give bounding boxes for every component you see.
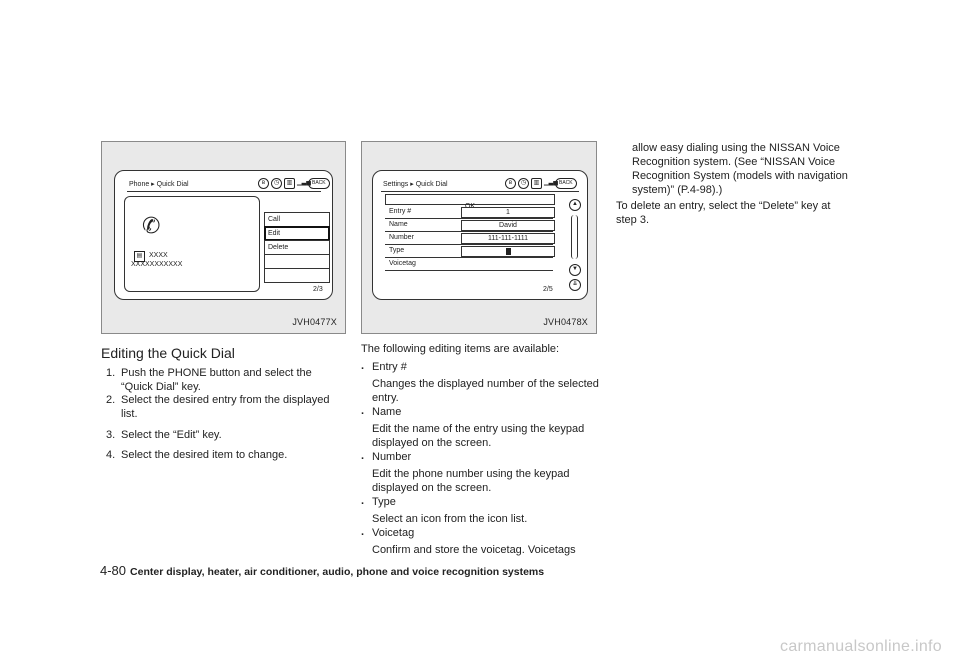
ok-button[interactable]: OK	[385, 194, 555, 205]
display-screen	[114, 170, 333, 300]
scrollbar-track[interactable]	[571, 215, 578, 259]
step-4: 4. Select the desired item to change.	[106, 449, 288, 461]
page-number: 4-80	[100, 563, 127, 578]
scroll-up-icon[interactable]: ▲	[569, 199, 581, 211]
display-screen: Settings ▸ Quick Dial ʙ ◷ ▥ ▁▃▅ BACK OK Entry # 1 Name David Number 111-111-1111 Type Voicetag ▲ ▼ ⇊ 2/5	[372, 170, 588, 300]
field-value-type	[461, 246, 555, 257]
section-title: Editing the Quick Dial	[101, 345, 235, 361]
menu-item-empty-2	[264, 268, 330, 283]
field-value-number: 111-111-1111	[461, 233, 555, 244]
header-divider	[127, 191, 321, 192]
page-indicator: 2/3	[313, 286, 323, 293]
battery-icon: ▥	[531, 178, 542, 189]
figure-caption: JVH0477X	[292, 317, 337, 327]
scroll-end-icon[interactable]: ⇊	[569, 279, 581, 291]
row-divider-3	[385, 244, 553, 245]
watermark: carmanualsonline.info	[780, 638, 942, 655]
figure-caption: JVH0478X	[543, 317, 588, 327]
phone-handset-icon: ✆	[142, 213, 161, 238]
step-1: 1. Push the PHONE button and select the “Quick Dial” key.	[106, 367, 312, 393]
item-type: . Type Select an icon from the icon list.	[361, 495, 528, 525]
signal-icon: ▁▃▅	[544, 180, 558, 186]
menu-item-empty-1	[264, 254, 330, 269]
entry-number: XXXXXXXXXXX	[131, 261, 183, 268]
page-footer	[100, 563, 544, 578]
menu-item-edit[interactable]: Edit	[264, 226, 330, 241]
row-divider-1	[385, 218, 553, 219]
item-entry: . Entry # Changes the displayed number of the selected entry.	[361, 360, 599, 404]
type-icon	[506, 248, 511, 255]
header-divider	[381, 191, 579, 192]
menu-item-call[interactable]: Call	[264, 212, 330, 227]
back-button[interactable]: BACK	[555, 178, 577, 189]
step-2: 2. Select the desired entry from the displayed list.	[106, 394, 330, 420]
breadcrumb: Phone ▸ Quick Dial	[129, 181, 189, 188]
status-icons	[505, 178, 577, 189]
bluetooth-icon: ʙ	[258, 178, 269, 189]
figure-settings-quick-dial	[361, 141, 597, 334]
menu-list	[264, 196, 330, 290]
battery-icon: ▥	[284, 178, 295, 189]
signal-icon: ▁▃▅	[297, 180, 311, 186]
menu-item-delete[interactable]: Delete	[264, 240, 330, 255]
page-indicator: 2/5	[543, 286, 553, 293]
voicetag-continuation: allow easy dialing using the NISSAN Voice Recognition system. (See “NISSAN Voice Recognition System (models with navigation system)” (P.4-98).)	[632, 142, 848, 196]
entry-preview-panel	[124, 196, 260, 292]
field-value-name: David	[461, 220, 555, 231]
row-divider-4	[385, 257, 553, 258]
step-3: 3. Select the “Edit” key.	[106, 429, 222, 441]
item-voicetag: . Voicetag Confirm and store the voicetag. Voicetags	[361, 526, 576, 556]
row-divider-5	[385, 270, 553, 271]
status-icons	[258, 178, 330, 189]
entry-name: XXXX	[149, 252, 168, 259]
contact-icon: ▤	[134, 251, 145, 262]
back-button[interactable]: BACK	[308, 178, 330, 189]
row-divider-2	[385, 231, 553, 232]
scroll-down-icon[interactable]: ▼	[569, 264, 581, 276]
item-number: . Number Edit the phone number using the keypad displayed on the screen.	[361, 450, 570, 494]
field-value-entry: 1	[461, 207, 555, 218]
figure-phone-quick-dial	[101, 141, 346, 334]
breadcrumb: Settings ▸ Quick Dial	[383, 181, 448, 188]
footer-chapter-title: Center display, heater, air conditioner, audio, phone and voice recognition systems	[130, 566, 545, 578]
clock-icon: ◷	[271, 178, 282, 189]
item-name: . Name Edit the name of the entry using the keypad displayed on the screen.	[361, 405, 585, 449]
delete-instruction: To delete an entry, select the “Delete” key at step 3.	[616, 200, 831, 226]
clock-icon: ◷	[518, 178, 529, 189]
items-intro: The following editing items are available:	[361, 343, 560, 355]
bluetooth-icon: ʙ	[505, 178, 516, 189]
